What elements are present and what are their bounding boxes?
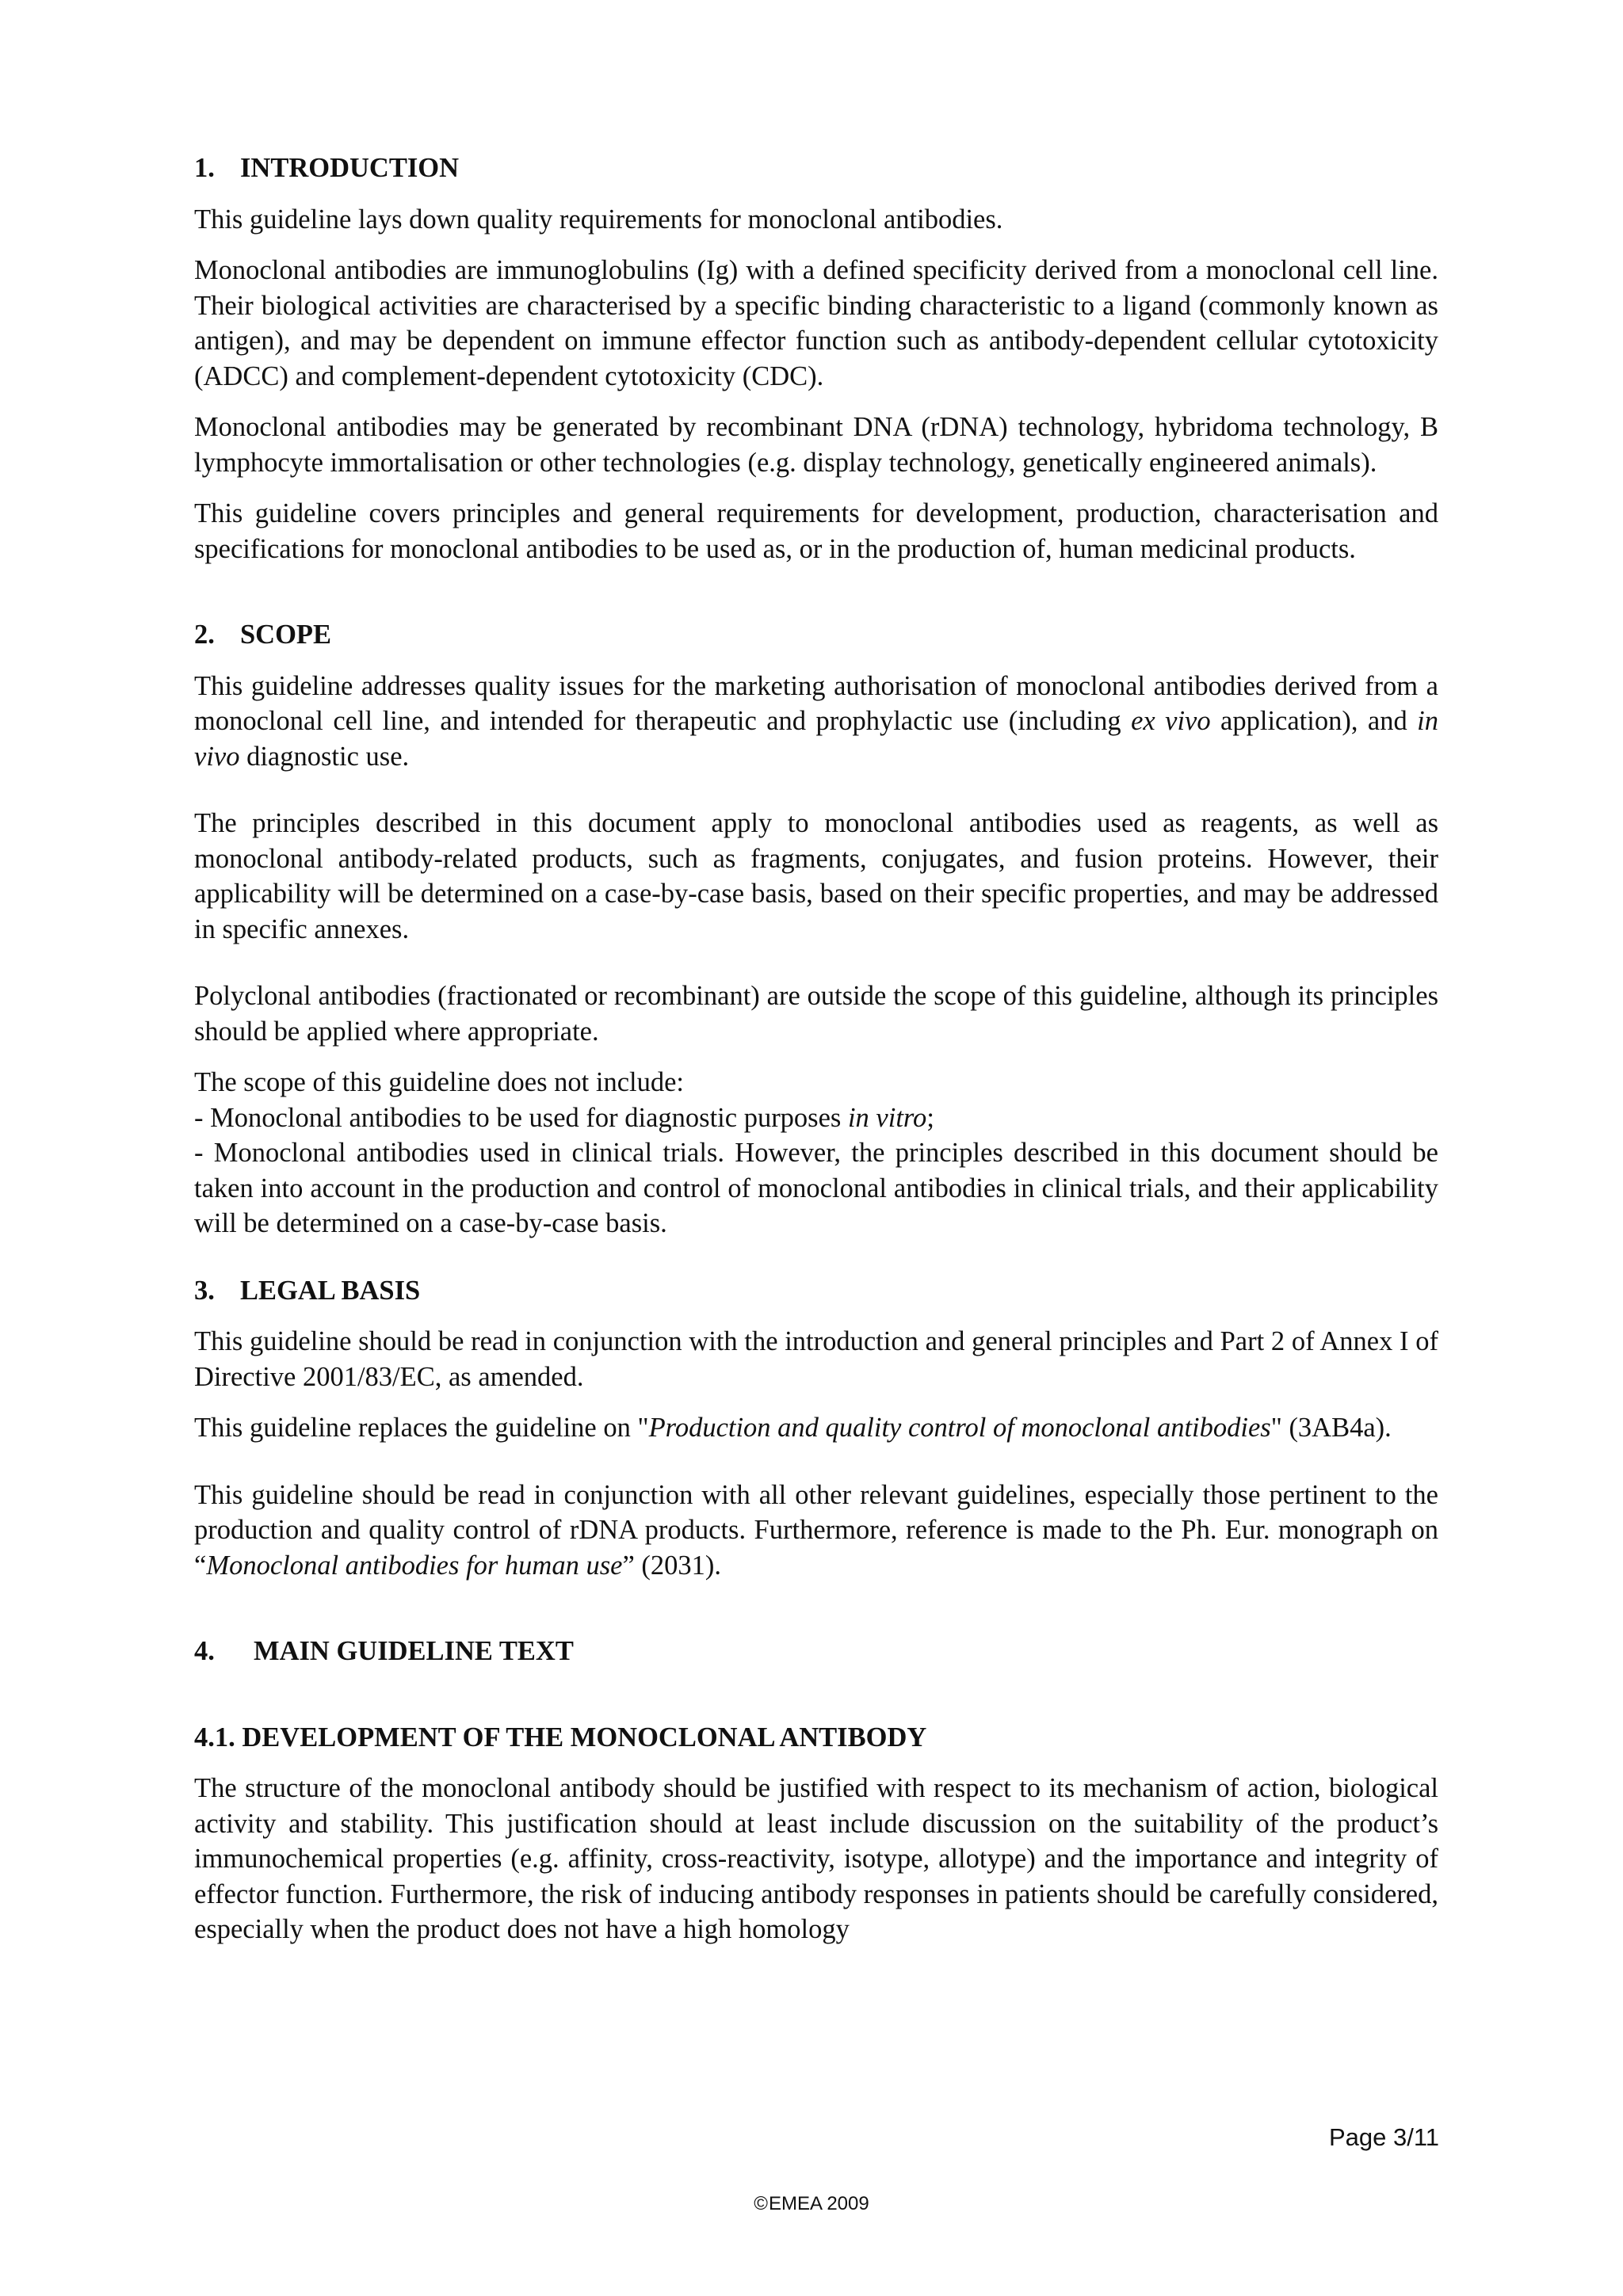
legal-p3-end: ” (2031).: [622, 1550, 722, 1581]
intro-paragraph-1: This guideline lays down quality requirements for monoclonal antibodies.: [194, 204, 1003, 235]
scope-paragraph-1: [194, 669, 1438, 775]
scope-paragraph-4: [194, 1065, 1438, 1241]
intro-paragraph-3: Monoclonal antibodies may be generated by recombinant DNA (rDNA) technology, hybridoma technology, B lymphocyte immortalisation or other technologies (e.g. display technology, genetically engineered animals).: [194, 412, 1438, 478]
section-number: 1.: [194, 153, 215, 183]
development-paragraph-1: The structure of the monoclonal antibody should be justified with respect to its mechanism of action, biological activity and stability. This justification should at least include discussion on the suitability of the product’s immunochemical properties (e.g. affinity, cross-reactivity, isotype, allotype) and the importance and integrity of effector function. Furthermore, the risk of inducing antibody responses in patients should be carefully considered, especially when the product does not have a high homology: [194, 1773, 1438, 1944]
scope-exclusion-item-1: [194, 1100, 1438, 1136]
section-title: SCOPE: [240, 620, 332, 650]
scope-paragraph-3: Polyclonal antibodies (fractionated or recombinant) are outside the scope of this guideline, although its principles should be applied where appropriate.: [194, 981, 1438, 1047]
footer-text: EMEA 2009: [768, 2193, 869, 2214]
scope-exclusion-item-2: - Monoclonal antibodies used in clinical trials. However, the principles described in this document should be taken into account in the production and control of monoclonal antibodies in clinical trials, and their applicability will be determined on a case-by-case basis.: [194, 1138, 1438, 1238]
section-heading-main-text: [194, 1634, 1438, 1669]
copyright-footer: [0, 2193, 1623, 2215]
legal-p2-end: " (3AB4a).: [1270, 1413, 1392, 1443]
section-heading-introduction: [194, 151, 1438, 186]
legal-p2-guideline-title: Production and quality control of monoclonal antibodies: [648, 1413, 1271, 1443]
subsection-heading-development: [194, 1720, 1438, 1756]
scope-paragraph-2: The principles described in this document apply to monoclonal antibodies used as reagents, as well as monoclonal antibody-related products, such as fragments, conjugates, and fusion proteins. However, their applicability will be determined on a case-by-case basis, based on their specific properties, and may be addressed in specific annexes.: [194, 808, 1438, 944]
section-heading-legal-basis: [194, 1273, 1438, 1309]
legal-p3-monograph-title: Monoclonal antibodies for human use: [206, 1550, 623, 1581]
exclusion-item-1-end: ;: [926, 1102, 934, 1133]
section-title: LEGAL BASIS: [240, 1275, 421, 1306]
legal-p3-text: This guideline should be read in conjunction with all other relevant guidelines, especially those pertinent to the production and quality control of rDNA products. Furthermore, reference is made to the Ph. Eur. monograph on “: [194, 1479, 1438, 1581]
section-number: 2.: [194, 620, 215, 650]
section-heading-scope: [194, 617, 1438, 653]
intro-paragraph-2: Monoclonal antibodies are immunoglobulins (Ig) with a defined specificity derived from a monoclonal cell line. Their biological activities are characterised by a specific binding characteristic to a ligand (commonly known as antigen), and may be dependent on immune effector function such as antibody-dependent cellular cytotoxicity (ADCC) and complement-dependent cytotoxicity (CDC).: [194, 255, 1438, 391]
section-title: MAIN GUIDELINE TEXT: [254, 1636, 574, 1666]
exclusion-item-1-in-vitro: in vitro: [847, 1102, 927, 1133]
legal-p2-text: This guideline replaces the guideline on ": [194, 1413, 649, 1443]
scope-p1-middle: application), and: [1220, 706, 1407, 736]
subsection-number: 4.1.: [194, 1722, 235, 1753]
scope-p1-text: This guideline addresses quality issues for the marketing authorisation of monoclonal antibodies derived from a monoclonal cell line, and intended for therapeutic and prophylactic use (including: [194, 670, 1438, 736]
section-number: 4.: [194, 1636, 215, 1666]
subsection-title: DEVELOPMENT OF THE MONOCLONAL ANTIBODY: [242, 1722, 927, 1753]
copyright-icon: ©: [754, 2193, 768, 2214]
legal-paragraph-1: This guideline should be read in conjunction with the introduction and general principles and Part 2 of Annex I of Directive 2001/83/EC, as amended.: [194, 1326, 1438, 1392]
intro-paragraph-4: This guideline covers principles and general requirements for development, production, characterisation and specifications for monoclonal antibodies to be used as, or in the production of, human medicinal products.: [194, 498, 1438, 564]
section-title: INTRODUCTION: [240, 153, 460, 183]
section-number: 3.: [194, 1275, 215, 1306]
exclusion-item-1-text: - Monoclonal antibodies to be used for diagnostic purposes: [194, 1102, 842, 1133]
scope-exclusions-intro: The scope of this guideline does not include:: [194, 1067, 684, 1097]
document-page: [194, 151, 1438, 1947]
scope-p1-in-vivo: in vivo: [194, 706, 1438, 772]
scope-p1-end: diagnostic use.: [246, 741, 410, 772]
page-number: Page 3/11: [1328, 2123, 1439, 2151]
legal-paragraph-2: [194, 1410, 1438, 1446]
scope-p1-ex-vivo: ex vivo: [1131, 706, 1211, 736]
legal-paragraph-3: [194, 1478, 1438, 1584]
